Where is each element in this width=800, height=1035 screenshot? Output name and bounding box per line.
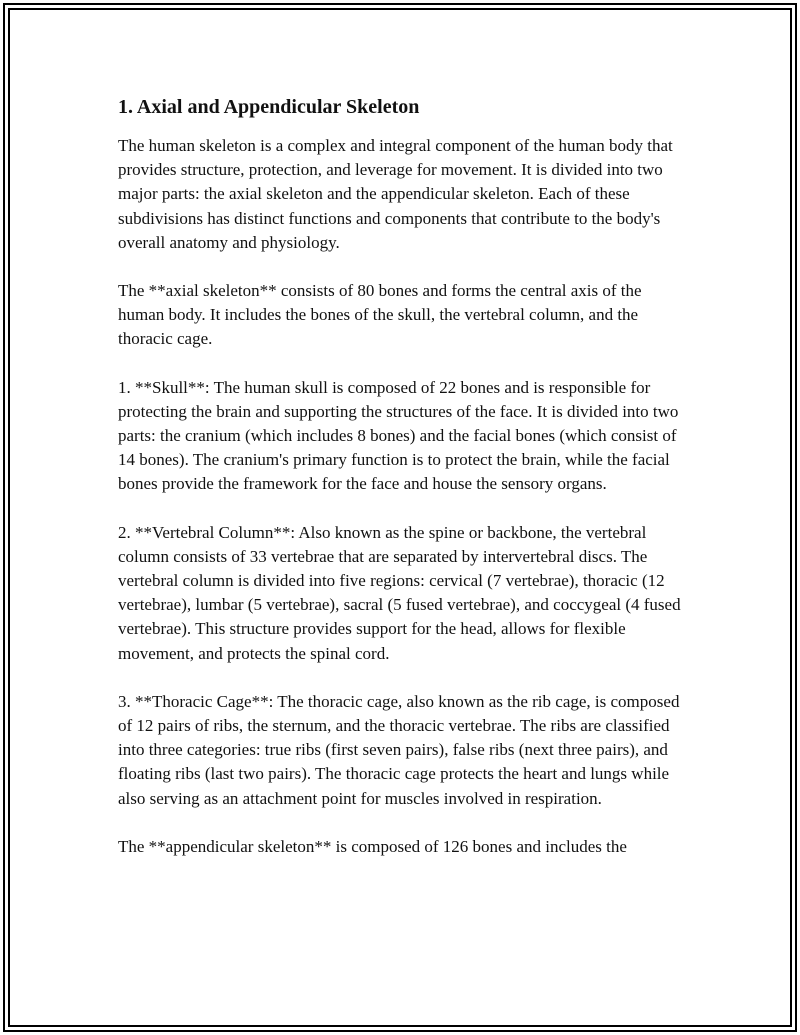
- paragraph-vertebral-column: 2. **Vertebral Column**: Also known as the spine or backbone, the vertebral column consists of 33 vertebrae that are separated by intervertebral discs. The vertebral column is divided into five regions: cervical (7 vertebrae), thoracic (12 vertebrae), lumbar (5 vertebrae), sacral (5 fused vertebrae), and coccygeal (4 fused vertebrae). This structure provides support for the head, allows for flexible movement, and protects the spinal cord.: [118, 522, 681, 663]
- paragraph-appendicular-skeleton: The **appendicular skeleton** is composed of 126 bones and includes the: [118, 836, 627, 856]
- paragraph-thoracic-cage: 3. **Thoracic Cage**: The thoracic cage, also known as the rib cage, is composed of 12 pairs of ribs, the sternum, and the thoracic vertebrae. The ribs are classified into three categories: true ribs (first seven pairs), false ribs (next three pairs), and floating ribs (last two pairs). The thoracic cage protects the heart and lungs while also serving as an attachment point for muscles involved in respiration.: [118, 691, 680, 808]
- paragraph-skull: 1. **Skull**: The human skull is composed of 22 bones and is responsible for protecting the brain and supporting the structures of the face. It is divided into two parts: the cranium (which includes 8 bones) and the facial bones (which consist of 14 bones). The cranium's primary function is to protect the brain, while the facial bones provide the framework for the face and house the sensory organs.: [118, 377, 679, 494]
- paragraph-intro: The human skeleton is a complex and integral component of the human body that provides structure, protection, and leverage for movement. It is divided into two major parts: the axial skeleton and the appendicular skeleton. Each of these subdivisions has distinct functions and components that contribute to the body's overall anatomy and physiology.: [118, 136, 673, 252]
- paragraph-axial-skeleton: The **axial skeleton** consists of 80 bones and forms the central axis of the human body. It includes the bones of the skull, the vertebral column, and the thoracic cage.: [118, 281, 642, 349]
- section-heading: 1. Axial and Appendicular Skeleton: [118, 96, 420, 118]
- document-body: [118, 94, 690, 883]
